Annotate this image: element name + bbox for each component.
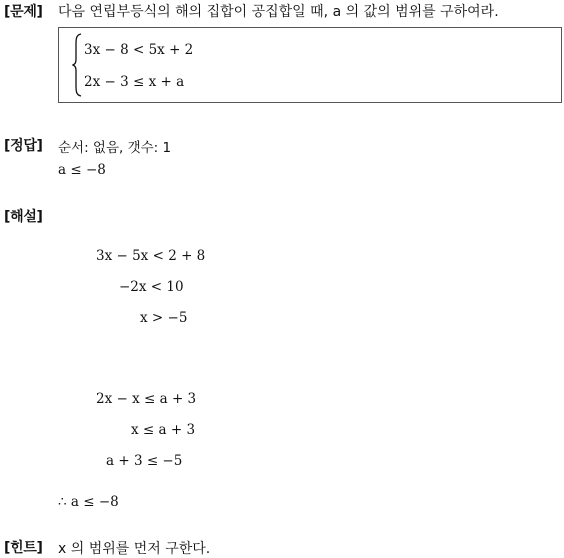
solution-step1-line3: x > −5 (140, 310, 188, 326)
system-line-1: 3x − 8 < 5x + 2 (84, 42, 194, 58)
solution-conclusion: ∴ a ≤ −8 (58, 494, 119, 510)
equation-box (58, 27, 562, 103)
problem-label: [문제] (4, 4, 43, 20)
system-line-2: 2x − 3 ≤ x + a (84, 74, 185, 90)
solution-step2-line3: a + 3 ≤ −5 (106, 453, 183, 469)
solution-step2-line1: 2x − x ≤ a + 3 (96, 391, 197, 407)
solution-step1-line1: 3x − 5x < 2 + 8 (96, 248, 206, 264)
hint-text: x 의 범위를 먼저 구한다. (58, 541, 211, 557)
solution-label: [해설] (4, 209, 43, 225)
solution-step2-line2: x ≤ a + 3 (131, 422, 196, 438)
answer-label: [정답] (4, 138, 43, 154)
answer-order-count: 순서: 없음, 갯수: 1 (58, 140, 172, 156)
solution-step1-line2: −2x < 10 (119, 279, 184, 295)
hint-label: [힌트] (4, 540, 43, 556)
problem-text: 다음 연립부등식의 해의 집합이 공집합일 때, a 의 값의 범위를 구하여라. (58, 4, 499, 20)
left-brace-icon (72, 33, 82, 97)
answer-value: a ≤ −8 (58, 162, 106, 178)
